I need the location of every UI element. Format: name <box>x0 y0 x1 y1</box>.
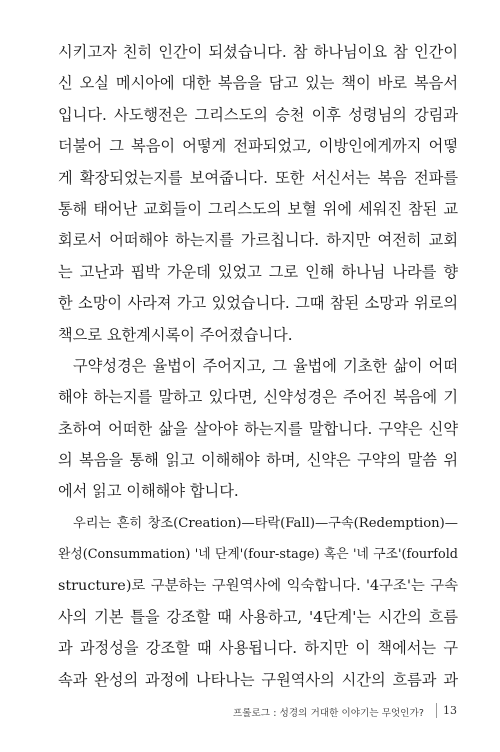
text-line: 과 과정성을 강조할 때 사용됩니다. 하지만 이 책에서는 구 <box>58 639 458 658</box>
text-line: 사의 기본 틀을 강조할 때 사용하고, '4단계'는 시간의 흐름 <box>58 608 458 627</box>
text-line: 속과 완성의 과정에 나타나는 구원역사의 시간의 흐름과 과 <box>58 670 458 689</box>
page-number: 13 <box>443 704 457 717</box>
text-line: 해야 하는지를 말하고 있다면, 신약성경은 주어진 복음에 기 <box>58 388 458 407</box>
text-line: 구약성경은 율법이 주어지고, 그 율법에 기초한 삶이 어떠 <box>73 356 458 375</box>
running-title: 프롤로그 : 성경의 거대한 이야기는 무엇인가? <box>232 708 424 719</box>
footer-divider <box>436 703 437 718</box>
text-line: 에서 읽고 이해해야 합니다. <box>58 482 239 501</box>
page-footer <box>0 702 500 722</box>
text-line: 더불어 그 복음이 어떻게 전파되었고, 이방인에게까지 어떻 <box>58 137 458 156</box>
text-line: 시키고자 친히 인간이 되셨습니다. 참 하나님이요 참 인간이 <box>58 43 458 61</box>
text-line: 의 복음을 통해 읽고 이해해야 하며, 신약은 구약의 말씀 위 <box>58 451 458 470</box>
text-line: 초하여 어떠한 삶을 살아야 하는지를 말합니다. 구약은 신약 <box>58 419 458 438</box>
text-line: 는 고난과 핍박 가운데 있었고 그로 인해 하나님 나라를 향 <box>58 262 458 281</box>
text-line: 우리는 흔히 창조(Creation)—타락(Fall)—구속(Redemption)— <box>73 515 458 531</box>
text-line: 입니다. 사도행전은 그리스도의 승천 이후 성령님의 강림과 <box>58 105 458 124</box>
text-line: structure)로 구분하는 구원역사에 익숙합니다. '4구조'는 구속 <box>58 577 458 594</box>
text-line: 회로서 어떠해야 하는지를 가르칩니다. 하지만 여전히 교회 <box>58 231 458 250</box>
text-line: 한 소망이 사라져 가고 있었습니다. 그때 참된 소망과 위로의 <box>58 294 458 313</box>
text-line: 신 오실 메시아에 대한 복음을 담고 있는 책이 바로 복음서 <box>58 74 458 93</box>
text-line: 통해 태어난 교회들이 그리스도의 보혈 위에 세워진 참된 교 <box>58 199 458 218</box>
body-text <box>58 37 458 696</box>
text-line: 완성(Consummation) '네 단계'(four-stage) 혹은 '네 구조'(fourfold <box>58 547 458 563</box>
text-line: 책으로 요한계시록이 주어졌습니다. <box>58 325 293 344</box>
text-line: 게 확장되었는지를 보여줍니다. 또한 서신서는 복음 전파를 <box>58 168 458 187</box>
